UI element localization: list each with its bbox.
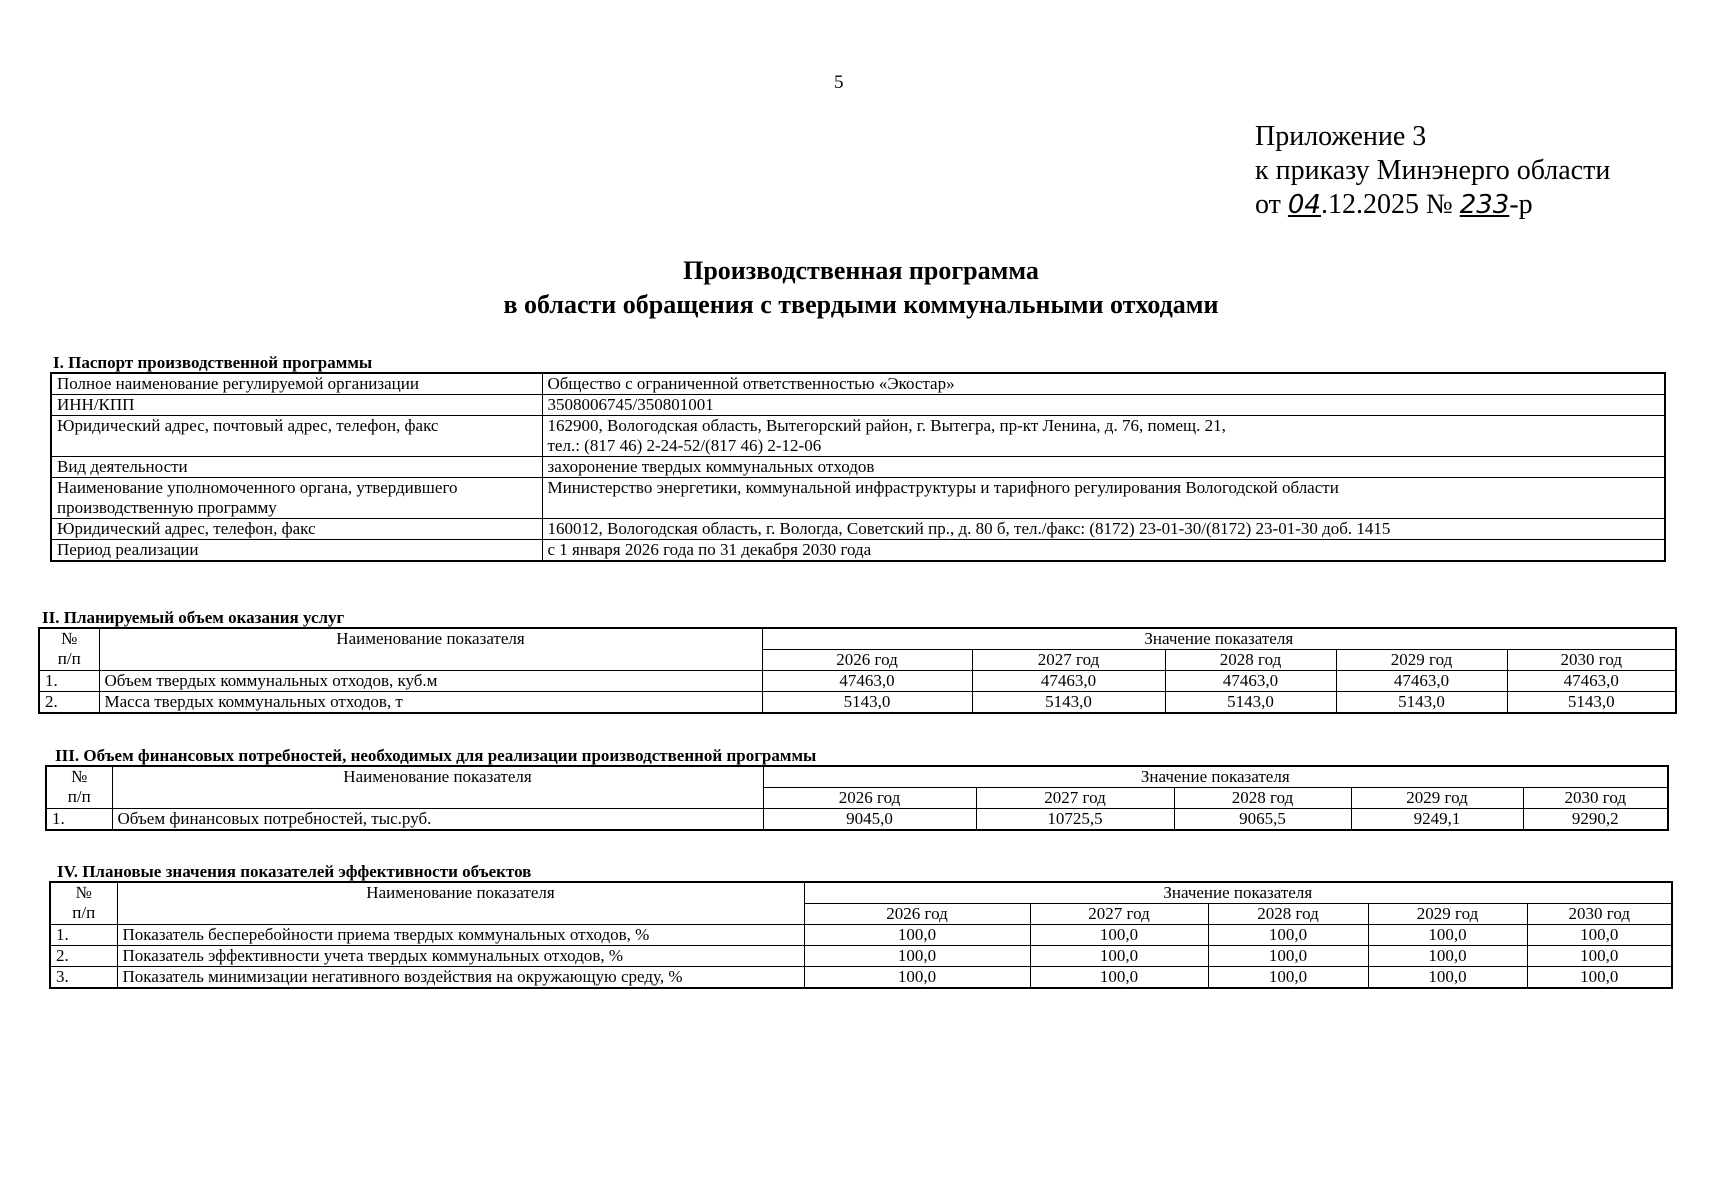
- passport-label: Юридический адрес, телефон, факс: [51, 519, 542, 540]
- passport-value: Министерство энергетики, коммунальной инфраструктуры и тарифного регулирования Вологодской области: [542, 478, 1665, 519]
- table-row: [51, 395, 1665, 416]
- row-value: 100,0: [1030, 925, 1208, 946]
- row-value: 47463,0: [972, 671, 1165, 692]
- row-value: 100,0: [1368, 967, 1527, 989]
- row-value: 100,0: [1527, 925, 1672, 946]
- order-suffix: -р: [1509, 189, 1533, 220]
- row-name: Объем финансовых потребностей, тыс.руб.: [112, 809, 763, 831]
- row-value: 9249,1: [1351, 809, 1523, 831]
- row-value: 47463,0: [762, 671, 972, 692]
- table-row: [51, 457, 1665, 478]
- header-number-abbr: п/п: [72, 903, 96, 922]
- year-header: 2028 год: [1208, 904, 1368, 925]
- year-header: 2026 год: [763, 788, 976, 809]
- header-number-symbol: №: [61, 629, 78, 648]
- row-value: 5143,0: [1336, 692, 1507, 714]
- table-row: [51, 519, 1665, 540]
- passport-label: Вид деятельности: [51, 457, 542, 478]
- row-value: 9065,5: [1174, 809, 1351, 831]
- passport-heading: I. Паспорт производственной программы: [53, 353, 373, 372]
- row-value: 100,0: [1030, 946, 1208, 967]
- table-row: [39, 671, 1676, 692]
- date-prefix: от: [1255, 189, 1288, 220]
- passport-label-line-2: производственную программу: [57, 498, 277, 517]
- title-line-1: Производственная программа: [683, 256, 1039, 285]
- appendix-block: [1255, 120, 1610, 222]
- passport-label: Юридический адрес, почтовый адрес, телефон, факс: [51, 416, 542, 457]
- row-value: 10725,5: [976, 809, 1174, 831]
- appendix-date-line: [1255, 188, 1610, 222]
- row-value: 5143,0: [1507, 692, 1676, 714]
- passport-value: 3508006745/350801001: [542, 395, 1665, 416]
- column-header-name: Наименование показателя: [112, 766, 763, 809]
- table-row: [50, 925, 1672, 946]
- table-row: [50, 967, 1672, 989]
- services-heading: II. Планируемый объем оказания услуг: [42, 608, 345, 627]
- header-number-abbr: п/п: [57, 649, 81, 668]
- table-header-row: [46, 766, 1668, 788]
- row-value: 5143,0: [762, 692, 972, 714]
- table-row: [39, 692, 1676, 714]
- table-row: [50, 946, 1672, 967]
- row-value: 47463,0: [1165, 671, 1336, 692]
- row-name: Показатель бесперебойности приема твердых коммунальных отходов, %: [117, 925, 804, 946]
- row-name: Показатель минимизации негативного воздействия на окружающую среду, %: [117, 967, 804, 989]
- appendix-line-2: к приказу Минэнерго области: [1255, 155, 1611, 186]
- page-number: 5: [834, 72, 844, 93]
- row-number: 1.: [46, 809, 112, 831]
- year-header: 2028 год: [1165, 650, 1336, 671]
- row-value: 100,0: [804, 946, 1030, 967]
- year-header: 2027 год: [976, 788, 1174, 809]
- passport-label: Период реализации: [51, 540, 542, 562]
- finance-section: [45, 747, 1669, 831]
- row-value: 9290,2: [1523, 809, 1668, 831]
- row-value: 100,0: [804, 967, 1030, 989]
- row-value: 100,0: [1030, 967, 1208, 989]
- year-header: 2028 год: [1174, 788, 1351, 809]
- row-value: 100,0: [1527, 967, 1672, 989]
- header-number-abbr: п/п: [67, 787, 91, 806]
- document-title: [0, 254, 1722, 322]
- year-header: 2026 год: [804, 904, 1030, 925]
- passport-value: захоронение твердых коммунальных отходов: [542, 457, 1665, 478]
- year-header: 2029 год: [1368, 904, 1527, 925]
- row-number: 3.: [50, 967, 117, 989]
- row-value: 47463,0: [1507, 671, 1676, 692]
- table-header-row: [50, 882, 1672, 904]
- passport-value: [542, 416, 1665, 457]
- passport-value: с 1 января 2026 года по 31 декабря 2030 года: [542, 540, 1665, 562]
- column-header-name: Наименование показателя: [99, 628, 762, 671]
- year-header: 2030 год: [1507, 650, 1676, 671]
- year-header: 2030 год: [1523, 788, 1668, 809]
- row-name: Объем твердых коммунальных отходов, куб.м: [99, 671, 762, 692]
- header-number-symbol: №: [71, 767, 88, 786]
- table-row: [51, 373, 1665, 395]
- row-value: 100,0: [804, 925, 1030, 946]
- year-header: 2029 год: [1336, 650, 1507, 671]
- efficiency-section: [49, 863, 1673, 989]
- passport-value-line-1: 162900, Вологодская область, Вытегорский район, г. Вытегра, пр-кт Ленина, д. 76, помещ. 21,: [547, 416, 1226, 435]
- row-number: 1.: [50, 925, 117, 946]
- efficiency-table: [49, 881, 1673, 989]
- services-section: [38, 609, 1677, 714]
- date-rest: .12.2025 №: [1320, 189, 1460, 220]
- table-row: [46, 809, 1668, 831]
- services-table: [38, 627, 1677, 714]
- finance-table: [45, 765, 1669, 831]
- year-header: 2027 год: [1030, 904, 1208, 925]
- row-name: Масса твердых коммунальных отходов, т: [99, 692, 762, 714]
- finance-heading: III. Объем финансовых потребностей, необходимых для реализации производственной программы: [55, 746, 817, 765]
- efficiency-heading: IV. Плановые значения показателей эффективности объектов: [57, 862, 532, 881]
- row-value: 5143,0: [972, 692, 1165, 714]
- passport-value: 160012, Вологодская область, г. Вологда, Советский пр., д. 80 б, тел./факс: (8172) 23-01-30/(8172) 23-01-30 доб. 1415: [542, 519, 1665, 540]
- row-value: 5143,0: [1165, 692, 1336, 714]
- row-value: 100,0: [1208, 925, 1368, 946]
- table-row: [51, 416, 1665, 457]
- row-value: 100,0: [1368, 946, 1527, 967]
- row-value: 9045,0: [763, 809, 976, 831]
- passport-label-line-1: Наименование уполномоченного органа, утвердившего: [57, 478, 458, 497]
- row-number: 1.: [39, 671, 99, 692]
- column-header-value: Значение показателя: [804, 882, 1672, 904]
- handwritten-day: 04: [1287, 190, 1321, 220]
- handwritten-order-number: 233: [1459, 190, 1510, 220]
- column-header-value: Значение показателя: [762, 628, 1676, 650]
- passport-label: ИНН/КПП: [51, 395, 542, 416]
- passport-table: [50, 372, 1666, 562]
- row-number: 2.: [50, 946, 117, 967]
- row-value: 100,0: [1368, 925, 1527, 946]
- column-header-name: Наименование показателя: [117, 882, 804, 925]
- row-value: 100,0: [1208, 967, 1368, 989]
- table-row: [51, 478, 1665, 519]
- column-header-number: [39, 628, 99, 671]
- year-header: 2029 год: [1351, 788, 1523, 809]
- passport-section: [50, 354, 1666, 562]
- row-value: 100,0: [1208, 946, 1368, 967]
- year-header: 2026 год: [762, 650, 972, 671]
- row-name: Показатель эффективности учета твердых коммунальных отходов, %: [117, 946, 804, 967]
- row-value: 47463,0: [1336, 671, 1507, 692]
- title-line-2: в области обращения с твердыми коммунальными отходами: [503, 290, 1219, 319]
- column-header-number: [46, 766, 112, 809]
- column-header-value: Значение показателя: [763, 766, 1668, 788]
- passport-value: Общество с ограниченной ответственностью «Экостар»: [542, 373, 1665, 395]
- passport-value-line-2: тел.: (817 46) 2-24-52/(817 46) 2-12-06: [547, 436, 822, 455]
- column-header-number: [50, 882, 117, 925]
- passport-label: [51, 478, 542, 519]
- table-header-row: [39, 628, 1676, 650]
- table-row: [51, 540, 1665, 562]
- passport-label: Полное наименование регулируемой организации: [51, 373, 542, 395]
- year-header: 2030 год: [1527, 904, 1672, 925]
- year-header: 2027 год: [972, 650, 1165, 671]
- appendix-line-1: Приложение 3: [1255, 121, 1427, 152]
- header-number-symbol: №: [75, 883, 92, 902]
- row-number: 2.: [39, 692, 99, 714]
- row-value: 100,0: [1527, 946, 1672, 967]
